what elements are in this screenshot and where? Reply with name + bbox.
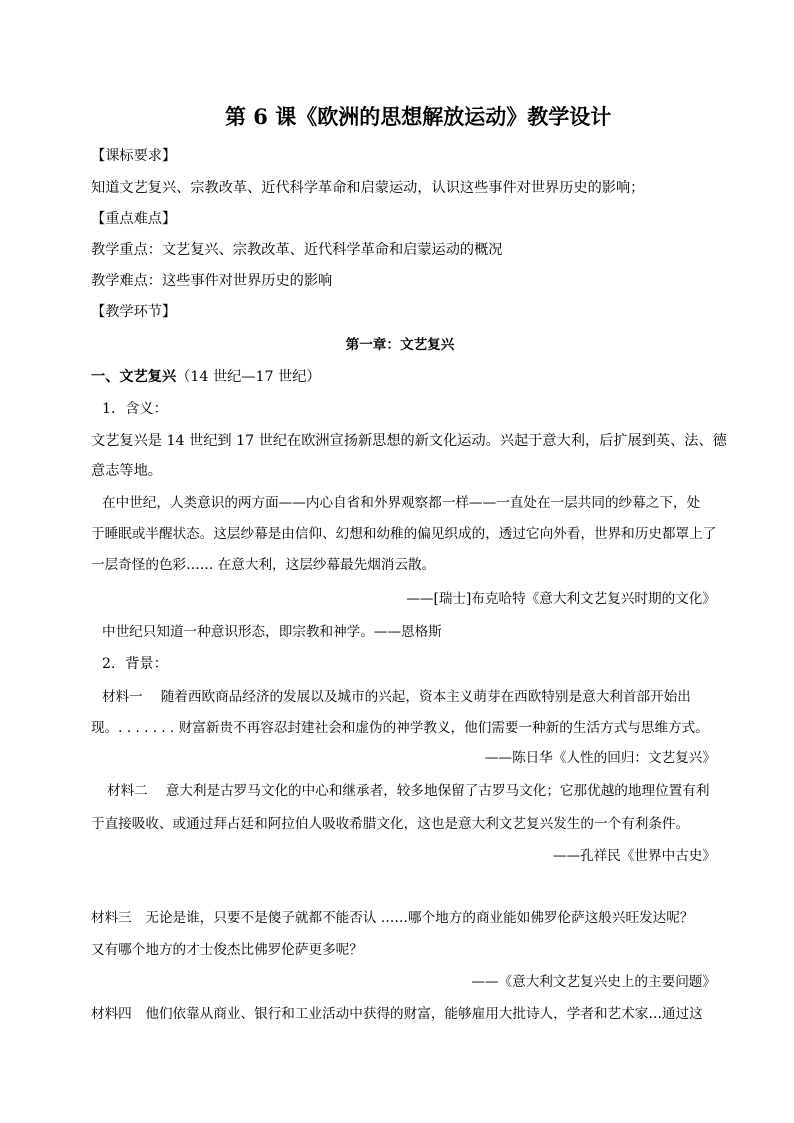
material1-line-2: 现。. . . . . . . 财富新贵不再容忍封建社会和虚伪的神学教义，他们需要一种新的生活方式与思维方式。	[91, 720, 709, 736]
material2-line-1: 材料二 意大利是古罗马文化的中心和继承者，较多地保留了古罗马文化；它那优越的地理位置有利	[107, 783, 710, 799]
quote1-line-3: 一层奇怪的色彩…… 在意大利，这层纱幕最先烟消云散。	[91, 557, 436, 573]
quote2-text: 中世纪只知道一种意识形态，即宗教和神学。——恩格斯	[102, 624, 442, 640]
material4-line-1: 材料四 他们依靠从商业、银行和工业活动中获得的财富，能够雇用大批诗人，学者和艺术家…通过这	[91, 1006, 703, 1022]
material2-line-2: 于直接吸收、或通过拜占廷和阿拉伯人吸收希腊文化，这也是意大利文艺复兴发生的一个有利条件。	[91, 816, 690, 832]
material1-line-1: 材料一 随着西欧商品经济的发展以及城市的兴起，资本主义萌芽在西欧特别是意大利首部开始出	[102, 689, 691, 705]
material3-source: ——《意大利文艺复兴史上的主要问题》	[471, 974, 716, 990]
difficult-point-text: 教学难点：这些事件对世界历史的影响	[91, 273, 333, 289]
meaning-text-line-1: 文艺复兴是 14 世纪到 17 世纪在欧洲宣扬新思想的新文化运动。兴起于意大利，后扩展到英、法、德	[91, 433, 727, 449]
part-period: （14 世纪—17 世纪）	[176, 369, 321, 385]
background-heading: 2．背景：	[102, 656, 168, 672]
quote1-source: ——[瑞士]布克哈特《意大利文艺复兴时期的文化》	[406, 591, 716, 607]
material2-source: ——孔祥民《世界中古史》	[552, 848, 716, 864]
key-difficult-heading: 【重点难点】	[91, 211, 177, 227]
requirements-text: 知道文艺复兴、宗教改革、近代科学革命和启蒙运动，认识这些事件对世界历史的影响；	[91, 180, 645, 196]
part-heading	[91, 367, 321, 387]
material1-source: ——陈日华《人性的回归：文艺复兴》	[484, 750, 716, 766]
part-title: 一、文艺复兴	[91, 369, 177, 385]
material3-line-2: 又有哪个地方的才士俊杰比佛罗伦萨更多呢？	[91, 942, 363, 958]
key-point-text: 教学重点：文艺复兴、宗教改革、近代科学革命和启蒙运动的概况	[91, 242, 503, 258]
meaning-heading: 1．含义：	[102, 401, 168, 417]
document-title: 第 6 课《欧洲的思想解放运动》教学设计	[225, 104, 612, 129]
quote1-line-2: 于睡眠或半醒状态。这层纱幕是由信仰、幻想和幼稚的偏见织成的，透过它向外看，世界和历史都罩上了	[91, 526, 717, 542]
quote1-line-1: 在中世纪，人类意识的两方面——内心自省和外界观察都一样——一直处在一层共同的纱幕之下，处	[102, 495, 701, 511]
material3-line-1: 材料三 无论是谁，只要不是傻子就都不能否认 ……哪个地方的商业能如佛罗伦萨这般兴旺发达呢？	[91, 910, 694, 926]
teaching-steps-heading: 【教学环节】	[91, 304, 177, 320]
chapter-title: 第一章：文艺复兴	[345, 337, 455, 353]
meaning-text-line-2: 意志等地。	[91, 463, 162, 479]
requirements-heading: 【课标要求】	[91, 148, 177, 164]
